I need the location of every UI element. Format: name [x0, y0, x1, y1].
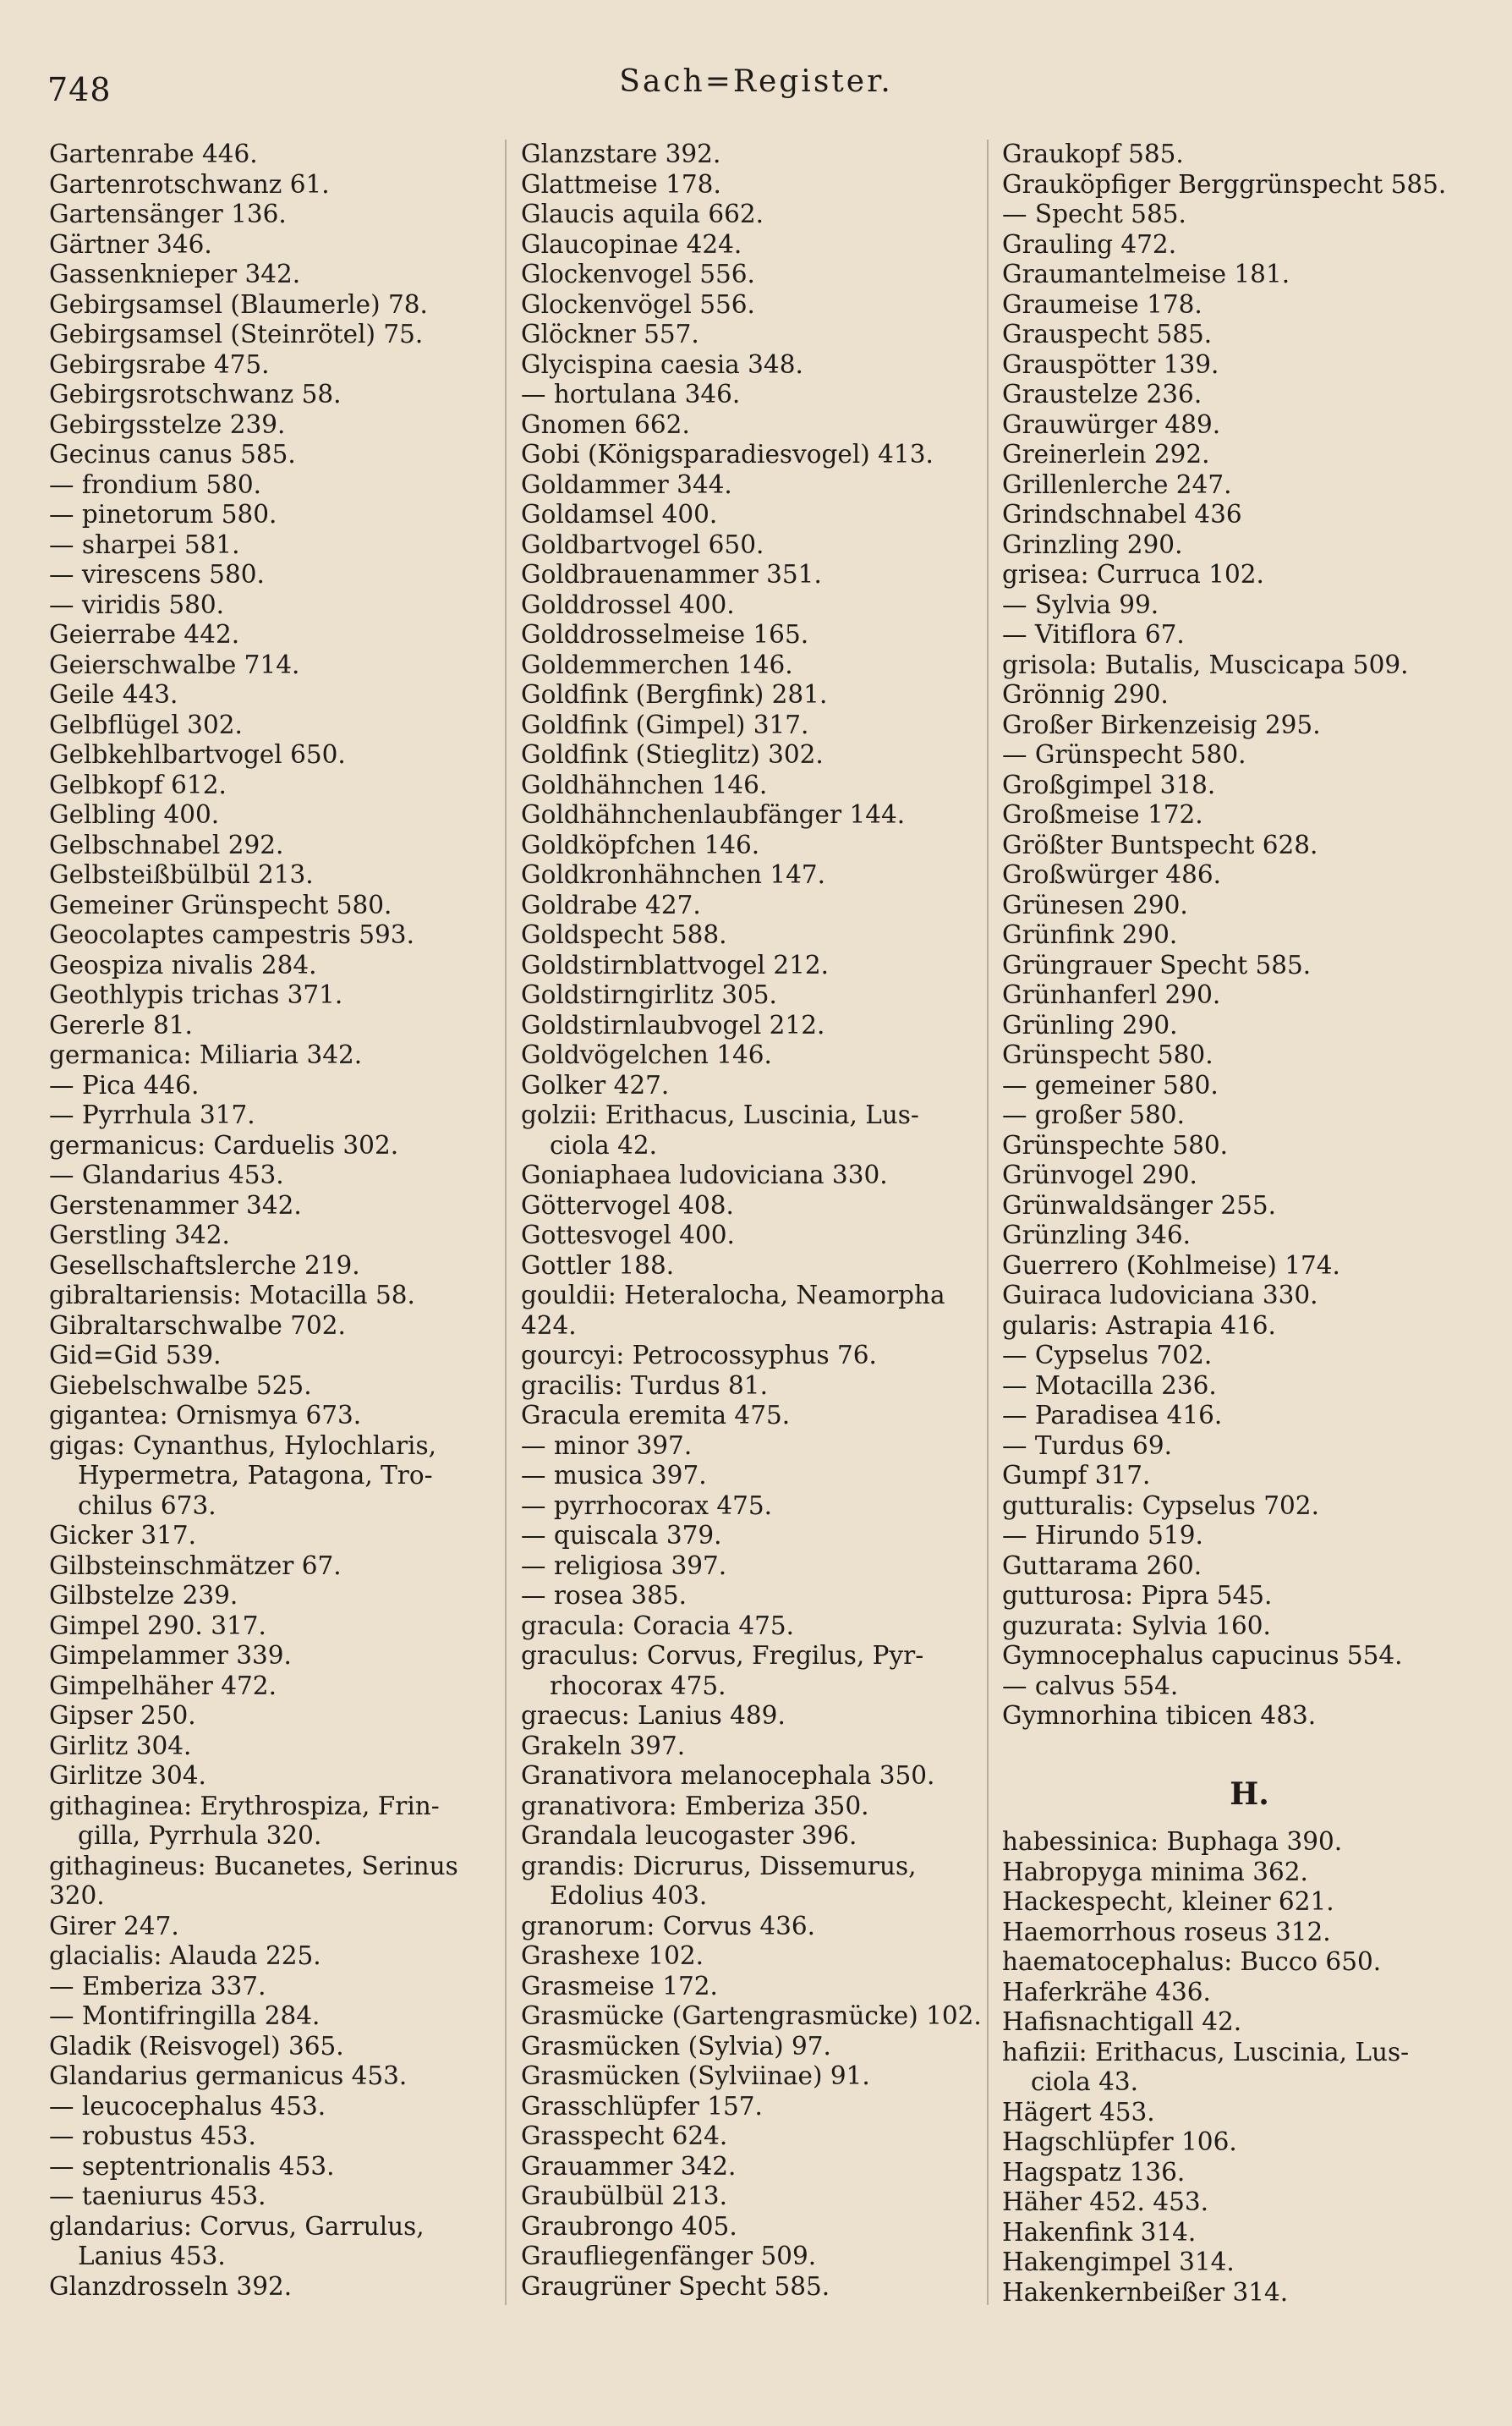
index-entry: 320. — [49, 1881, 105, 1910]
index-entry: — Specht 585. — [1002, 200, 1186, 228]
index-entry: glandarius: Corvus, Garrulus, — [49, 2211, 425, 2241]
index-entry: Goldstirnlaubvogel 212. — [521, 1010, 825, 1040]
index-entry: Grünesen 290. — [1002, 890, 1188, 919]
index-entry: Golddrosselmeise 165. — [521, 620, 809, 649]
index-entry: — leucocephalus 453. — [49, 2091, 326, 2121]
column-divider — [987, 140, 989, 2305]
index-entry: Golker 427. — [521, 1070, 670, 1100]
index-entry: Gibraltarschwalbe 702. — [49, 1310, 346, 1340]
index-entry: 424. — [521, 1310, 577, 1340]
index-entry: — Cypselus 702. — [1002, 1341, 1213, 1369]
index-entry: golzii: Erithacus, Luscinia, Lus- — [521, 1100, 919, 1129]
index-entry: ciola 43. — [1031, 2067, 1139, 2096]
index-entry: Hypermetra, Patagona, Tro- — [78, 1461, 433, 1490]
index-entry: Grauling 472. — [1002, 229, 1177, 259]
index-entry: Grasmücken (Sylvia) 97. — [521, 2031, 831, 2061]
index-entry: Gilbstelze 239. — [49, 1581, 238, 1610]
index-entry: Graubrongo 405. — [521, 2211, 737, 2241]
index-entry: Gartenrotschwanz 61. — [49, 169, 330, 199]
index-entry: githagineus: Bucanetes, Serinus — [49, 1851, 458, 1880]
index-entry: — musica 397. — [521, 1461, 707, 1490]
index-entry: Gelbsteißbülbül 213. — [49, 860, 314, 889]
index-entry: Grünzling 346. — [1002, 1221, 1192, 1249]
index-entry: Grünfink 290. — [1002, 920, 1178, 949]
index-entry: Grönnig 290. — [1002, 680, 1169, 709]
index-entry: — pyrrhocorax 475. — [521, 1490, 773, 1520]
index-entry: Goldhähnchen 146. — [521, 770, 768, 799]
index-entry: Gemeiner Grünspecht 580. — [49, 890, 392, 919]
index-entry: Geocolaptes campestris 593. — [49, 920, 414, 949]
index-entry: Gymnocephalus capucinus 554. — [1002, 1641, 1403, 1670]
index-entry: Gilbsteinschmätzer 67. — [49, 1551, 342, 1580]
index-entry: Goniaphaea ludoviciana 330. — [521, 1161, 888, 1189]
index-entry: Edolius 403. — [550, 1881, 708, 1910]
index-entry: Goldamsel 400. — [521, 500, 718, 529]
index-entry: Grünspechte 580. — [1002, 1130, 1229, 1160]
index-entry: — Vitiflora 67. — [1002, 620, 1185, 649]
index-entry: Gerstling 342. — [49, 1221, 230, 1249]
index-entry: — rosea 385. — [521, 1581, 687, 1610]
index-entry: Habropyga minima 362. — [1002, 1857, 1308, 1886]
index-entry: Gerstenammer 342. — [49, 1190, 302, 1220]
index-entry: rhocorax 475. — [550, 1671, 726, 1700]
index-entry: Goldfink (Gimpel) 317. — [521, 710, 809, 739]
index-entry: Greinerlein 292. — [1002, 440, 1210, 469]
index-entry: Gimpelammer 339. — [49, 1641, 292, 1670]
index-entry: granorum: Corvus 436. — [521, 1911, 816, 1940]
index-entry: Graufliegenfänger 509. — [521, 2242, 817, 2270]
index-entry: — gemeiner 580. — [1002, 1070, 1219, 1100]
index-entry: germanicus: Carduelis 302. — [49, 1130, 399, 1160]
index-entry: gutturalis: Cypselus 702. — [1002, 1490, 1319, 1520]
index-entry: Glanzstare 392. — [521, 140, 721, 168]
index-entry: Gymnorhina tibicen 483. — [1002, 1701, 1317, 1730]
index-entry: gracula: Coracia 475. — [521, 1611, 795, 1640]
index-entry: Glycispina caesia 348. — [521, 349, 803, 379]
index-entry: Grasmücke (Gartengrasmücke) 102. — [521, 2001, 982, 2030]
index-entry: Grasschlüpfer 157. — [521, 2091, 763, 2121]
index-entry: Gebirgsstelze 239. — [49, 409, 286, 439]
index-entry: Großmeise 172. — [1002, 800, 1203, 829]
index-entry: Gärtner 346. — [49, 229, 212, 259]
index-entry: — robustus 453. — [49, 2121, 256, 2150]
index-entry: habessinica: Buphaga 390. — [1002, 1827, 1343, 1856]
index-entry: Gottler 188. — [521, 1250, 675, 1280]
index-column-3 — [1002, 140, 1497, 1732]
index-entry: Hakenkernbeißer 314. — [1002, 2277, 1289, 2307]
index-entry: Gumpf 317. — [1002, 1461, 1151, 1490]
index-entry: — quiscala 379. — [521, 1521, 722, 1550]
index-entry: Grillenlerche 247. — [1002, 469, 1232, 499]
index-column-3-section-h — [1002, 1827, 1497, 2308]
index-entry: Glaucis aquila 662. — [521, 200, 764, 228]
index-entry: Gimpelhäher 472. — [49, 1671, 277, 1700]
index-entry: — hortulana 346. — [521, 380, 741, 409]
index-entry: Großer Birkenzeisig 295. — [1002, 710, 1321, 739]
index-entry: gutturosa: Pipra 545. — [1002, 1581, 1273, 1610]
index-entry: Gebirgsrotschwanz 58. — [49, 380, 342, 409]
index-entry: grisea: Curruca 102. — [1002, 560, 1264, 589]
index-entry: Gartenrabe 446. — [49, 140, 258, 168]
index-entry: Grasmeise 172. — [521, 1971, 718, 2001]
index-entry: — großer 580. — [1002, 1100, 1185, 1129]
index-entry: Guttarama 260. — [1002, 1551, 1202, 1580]
index-entry: gracilis: Turdus 81. — [521, 1370, 768, 1400]
index-entry: Guerrero (Kohlmeise) 174. — [1002, 1250, 1340, 1280]
page-number: 748 — [47, 71, 112, 108]
section-heading-h: H. — [1230, 1776, 1269, 1812]
index-entry: Hakenfink 314. — [1002, 2217, 1197, 2247]
index-entry: Geospiza nivalis 284. — [49, 950, 317, 980]
index-entry: Grüngrauer Specht 585. — [1002, 950, 1312, 980]
index-column-2 — [521, 140, 982, 2302]
index-entry: Girlitz 304. — [49, 1731, 192, 1760]
index-entry: Gererle 81. — [49, 1010, 193, 1040]
index-entry: Haemorrhous roseus 312. — [1002, 1917, 1331, 1946]
index-entry: Grindschnabel 436 — [1002, 500, 1242, 529]
index-entry: Gipser 250. — [49, 1701, 196, 1730]
index-entry: Grauköpfiger Berggrünspecht 585. — [1002, 169, 1447, 199]
index-entry: Grünwaldsänger 255. — [1002, 1190, 1277, 1220]
index-entry: Granativora melanocephala 350. — [521, 1761, 935, 1790]
index-entry: Gebirgsamsel (Blaumerle) 78. — [49, 289, 428, 319]
index-entry: Goldrabe 427. — [521, 890, 701, 919]
index-entry: Grakeln 397. — [521, 1731, 686, 1760]
index-entry: Glattmeise 178. — [521, 169, 721, 199]
index-entry: gularis: Astrapia 416. — [1002, 1310, 1276, 1340]
index-entry: Glaucopinae 424. — [521, 229, 742, 259]
index-entry: Gelbkopf 612. — [49, 770, 227, 799]
index-entry: Gracula eremita 475. — [521, 1401, 791, 1430]
index-entry: Goldhähnchenlaubfänger 144. — [521, 800, 906, 829]
index-entry: Grandala leucogaster 396. — [521, 1821, 857, 1850]
index-entry: — pinetorum 580. — [49, 500, 277, 529]
index-entry: Hackespecht, kleiner 621. — [1002, 1887, 1334, 1916]
index-entry: Hafisnachtigall 42. — [1002, 2007, 1242, 2036]
index-entry: Gelbling 400. — [49, 800, 220, 829]
index-entry: Grauspecht 585. — [1002, 320, 1213, 349]
index-entry: — taeniurus 453. — [49, 2182, 266, 2210]
index-entry: Grünvogel 290. — [1002, 1161, 1197, 1189]
index-entry: Hagspatz 136. — [1002, 2157, 1186, 2187]
index-entry: Gebirgsrabe 475. — [49, 349, 270, 379]
index-entry: Gelbflügel 302. — [49, 710, 243, 739]
column-divider — [505, 140, 507, 2305]
index-entry: Goldstirnblattvogel 212. — [521, 950, 830, 980]
index-entry: Gesellschaftslerche 219. — [49, 1250, 360, 1280]
index-entry: hafizii: Erithacus, Luscinia, Lus- — [1002, 2037, 1410, 2066]
index-entry: Geierrabe 442. — [49, 620, 240, 649]
index-entry: Geothlypis trichas 371. — [49, 980, 343, 1009]
index-entry: Hagschlüpfer 106. — [1002, 2127, 1237, 2156]
index-entry: Goldkronhähnchen 147. — [521, 860, 826, 889]
index-entry: Graumantelmeise 181. — [1002, 260, 1290, 288]
index-entry: Grünhanferl 290. — [1002, 980, 1221, 1009]
index-entry: Grünspecht 580. — [1002, 1040, 1213, 1069]
index-entry: graecus: Lanius 489. — [521, 1701, 786, 1730]
index-entry: — religiosa 397. — [521, 1551, 727, 1580]
index-entry: germanica: Miliaria 342. — [49, 1040, 363, 1069]
index-entry: Glöckner 557. — [521, 320, 699, 349]
index-entry: gouldii: Heteralocha, Neamorpha — [521, 1281, 945, 1309]
index-entry: Gottesvogel 400. — [521, 1221, 735, 1249]
index-entry: Hägert 453. — [1002, 2097, 1155, 2127]
index-entry: Goldfink (Stieglitz) 302. — [521, 740, 824, 769]
index-entry: — minor 397. — [521, 1430, 693, 1460]
index-entry: Haferkrähe 436. — [1002, 1977, 1211, 2006]
index-entry: Girer 247. — [49, 1911, 179, 1940]
index-entry: Goldammer 344. — [521, 469, 732, 499]
index-entry: grisola: Butalis, Muscicapa 509. — [1002, 650, 1409, 679]
index-entry: Größter Buntspecht 628. — [1002, 830, 1318, 859]
index-entry: Gladik (Reisvogel) 365. — [49, 2031, 344, 2061]
index-entry: ciola 42. — [550, 1130, 658, 1160]
index-entry: Gassenknieper 342. — [49, 260, 301, 288]
index-entry: Goldbartvogel 650. — [521, 530, 764, 559]
index-entry: Grashexe 102. — [521, 1941, 704, 1970]
index-entry: — virescens 580. — [49, 560, 265, 589]
index-entry: Gecinus canus 585. — [49, 440, 296, 469]
index-entry: Graustelze 236. — [1002, 380, 1202, 409]
index-entry: graculus: Corvus, Fregilus, Pyr- — [521, 1641, 924, 1670]
index-entry: Lanius 453. — [78, 2242, 226, 2270]
index-entry: grandis: Dicrurus, Dissemurus, — [521, 1851, 917, 1880]
index-entry: guzurata: Sylvia 160. — [1002, 1611, 1271, 1640]
index-entry: — Emberiza 337. — [49, 1971, 266, 2001]
index-entry: — viridis 580. — [49, 590, 225, 619]
index-entry: Grauwürger 489. — [1002, 409, 1221, 439]
index-entry: gigantea: Ornismya 673. — [49, 1401, 362, 1430]
index-entry: Grauammer 342. — [521, 2151, 737, 2181]
index-entry: Gobi (Königsparadiesvogel) 413. — [521, 440, 934, 469]
index-entry: — septentrionalis 453. — [49, 2151, 335, 2181]
index-entry: Glockenvogel 556. — [521, 260, 755, 288]
index-entry: Graubülbül 213. — [521, 2182, 727, 2210]
index-entry: Grasspecht 624. — [521, 2121, 728, 2150]
index-entry: granativora: Emberiza 350. — [521, 1791, 869, 1820]
index-entry: Goldbrauenammer 351. — [521, 560, 822, 589]
index-entry: Graumeise 178. — [1002, 289, 1202, 319]
index-entry: — frondium 580. — [49, 469, 262, 499]
index-entry: Gelbkehlbartvogel 650. — [49, 740, 346, 769]
index-entry: Goldfink (Bergfink) 281. — [521, 680, 828, 709]
index-entry: Goldspecht 588. — [521, 920, 727, 949]
index-entry: — Turdus 69. — [1002, 1430, 1172, 1460]
index-entry: — calvus 554. — [1002, 1671, 1179, 1700]
index-entry: glacialis: Alauda 225. — [49, 1941, 321, 1970]
index-entry: Goldemmerchen 146. — [521, 650, 793, 679]
index-entry: Girlitze 304. — [49, 1761, 206, 1790]
index-entry: Gartensänger 136. — [49, 200, 287, 228]
index-entry: Golddrossel 400. — [521, 590, 735, 619]
index-entry: Gelbschnabel 292. — [49, 830, 284, 859]
index-entry: Großwürger 486. — [1002, 860, 1221, 889]
running-head: Sach=Register. — [619, 64, 893, 99]
index-entry: Gnomen 662. — [521, 409, 690, 439]
index-entry: — sharpei 581. — [49, 530, 240, 559]
index-entry: chilus 673. — [78, 1490, 216, 1520]
index-entry: — Pica 446. — [49, 1070, 200, 1100]
index-entry: haematocephalus: Bucco 650. — [1002, 1947, 1382, 1976]
index-entry: Graukopf 585. — [1002, 140, 1184, 168]
index-column-1 — [49, 140, 489, 2302]
index-entry: githaginea: Erythrospiza, Frin- — [49, 1791, 440, 1820]
index-entry: Geierschwalbe 714. — [49, 650, 300, 679]
index-entry: Gimpel 290. 317. — [49, 1611, 266, 1640]
index-entry: Graugrüner Specht 585. — [521, 2271, 830, 2301]
index-entry: Geile 443. — [49, 680, 178, 709]
index-entry: Grauspötter 139. — [1002, 349, 1219, 379]
index-entry: — Paradisea 416. — [1002, 1401, 1223, 1430]
index-entry: Guiraca ludoviciana 330. — [1002, 1281, 1318, 1309]
index-entry: Glanzdrosseln 392. — [49, 2271, 293, 2301]
index-entry: Glockenvögel 556. — [521, 289, 755, 319]
index-entry: — Montifringilla 284. — [49, 2001, 320, 2030]
index-entry: Grünling 290. — [1002, 1010, 1178, 1040]
index-entry: Goldvögelchen 146. — [521, 1040, 772, 1069]
index-entry: Hakengimpel 314. — [1002, 2248, 1235, 2276]
index-entry: Giebelschwalbe 525. — [49, 1370, 312, 1400]
index-entry: — Hirundo 519. — [1002, 1521, 1203, 1550]
index-entry: Göttervogel 408. — [521, 1190, 734, 1220]
index-entry: Grasmücken (Sylviinae) 91. — [521, 2061, 870, 2090]
index-entry: Gebirgsamsel (Steinrötel) 75. — [49, 320, 424, 349]
index-entry: Großgimpel 318. — [1002, 770, 1216, 799]
index-entry: — Sylvia 99. — [1002, 590, 1159, 619]
index-entry: — Pyrrhula 317. — [49, 1100, 255, 1129]
index-entry: Goldstirngirlitz 305. — [521, 980, 777, 1009]
index-entry: Glandarius germanicus 453. — [49, 2061, 408, 2090]
index-entry: — Glandarius 453. — [49, 1161, 284, 1189]
index-entry: gilla, Pyrrhula 320. — [78, 1821, 322, 1850]
index-entry: Grinzling 290. — [1002, 530, 1183, 559]
index-entry: Goldköpfchen 146. — [521, 830, 760, 859]
index-entry: gourcyi: Petrocossyphus 76. — [521, 1341, 877, 1369]
index-entry: gibraltariensis: Motacilla 58. — [49, 1281, 415, 1309]
index-entry: gigas: Cynanthus, Hylochlaris, — [49, 1430, 436, 1460]
index-entry: Gid=Gid 539. — [49, 1341, 222, 1369]
index-entry: Häher 452. 453. — [1002, 2187, 1208, 2216]
index-entry: Gicker 317. — [49, 1521, 197, 1550]
index-entry: — Grünspecht 580. — [1002, 740, 1246, 769]
index-entry: — Motacilla 236. — [1002, 1370, 1217, 1400]
